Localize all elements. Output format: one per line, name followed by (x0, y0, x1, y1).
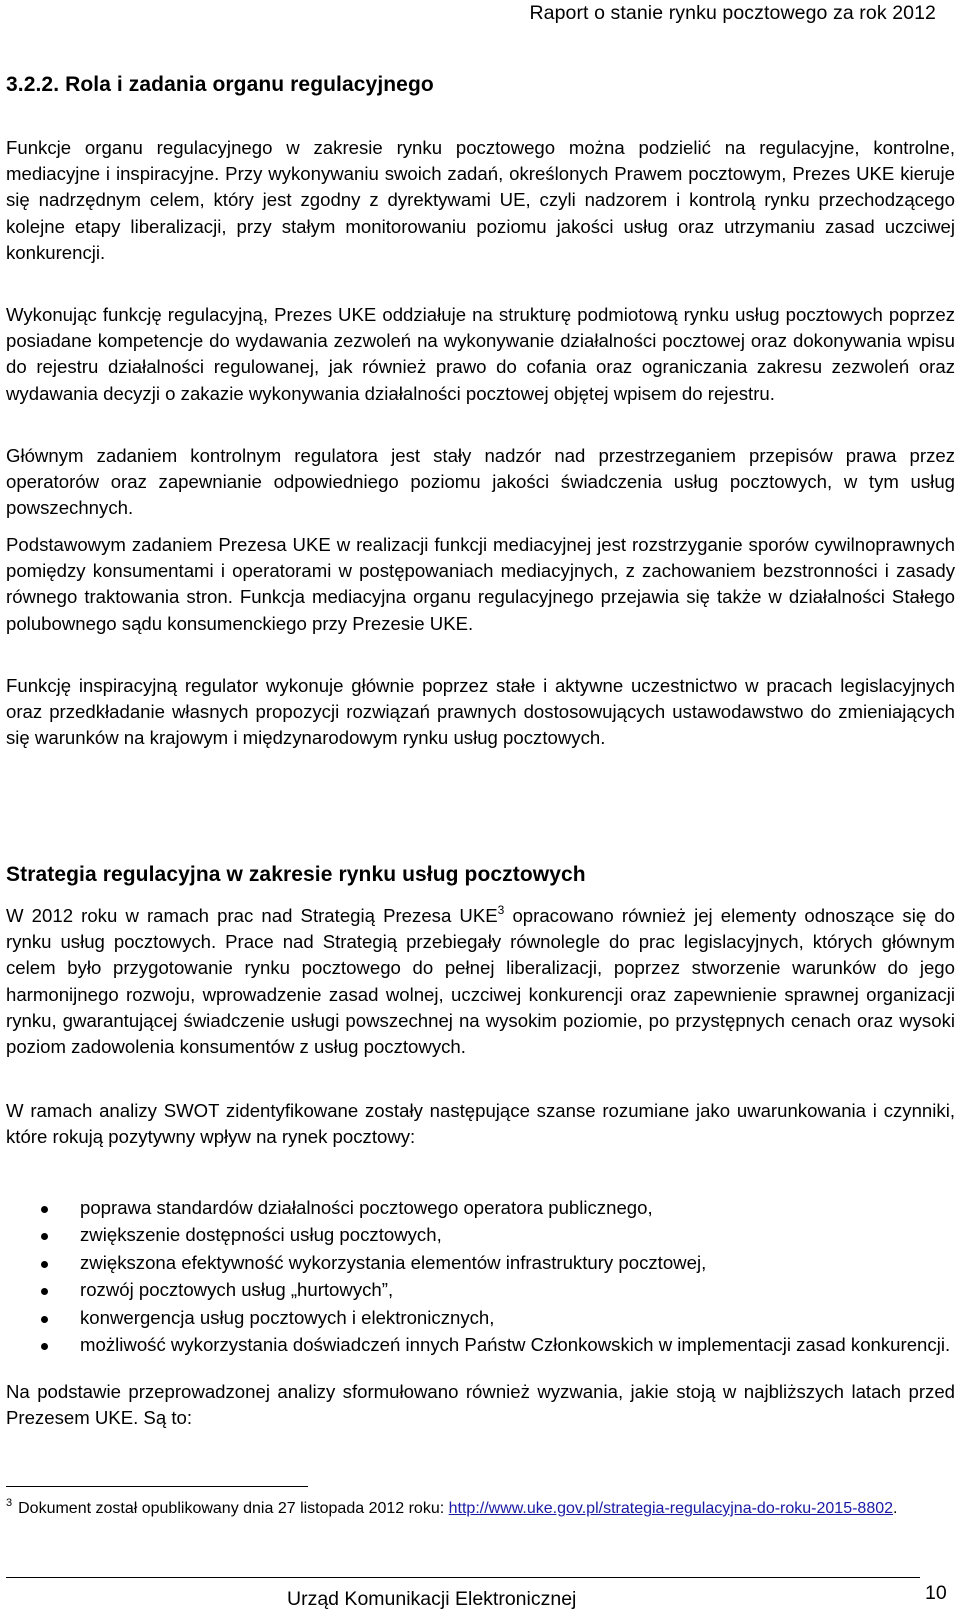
strategy-heading: Strategia regulacyjna w zakresie rynku usług pocztowych (6, 863, 586, 886)
paragraph-functions: Funkcje organu regulacyjnego w zakresie rynku pocztowego można podzielić na regulacyjne, kontrolne, mediacyjne i inspiracyjne. Przy wykonywaniu swoich zadań, określonych Prawem pocztowym, Prezes UKE kieruje się nadrzędnym celem, który jest zgodny z dyrektywami UE, czyli nadzorem i kontrolą rynku przechodzącego kolejne etapy liberalizacji, przy stałym monitorowaniu poziomu jakości usług oraz utrzymaniu zasad uczciwej konkurencji. (6, 137, 955, 263)
paragraph-swot-intro: W ramach analizy SWOT zidentyfikowane zostały następujące szanse rozumiane jako uwarunkowania i czynniki, które rokują pozytywny wpływ na rynek pocztowy: (6, 1100, 955, 1148)
paragraph-strategy-intro (6, 903, 955, 1060)
list-item (0, 1304, 955, 1331)
footnote-text: Dokument został opublikowany dnia 27 listopada 2012 roku: (18, 1500, 449, 1517)
opportunities-list (0, 1194, 955, 1358)
list-item (0, 1221, 955, 1248)
list-item (0, 1331, 955, 1358)
paragraph-challenges-intro: Na podstawie przeprowadzonej analizy sformułowano również wyzwania, jakie stoją w najbliższych latach przed Prezesem UKE. Są to: (6, 1381, 955, 1429)
footnote-separator (6, 1486, 308, 1487)
strategy-intro-rest: opracowano również jej elementy odnoszące się do rynku usług pocztowych. Prace nad Strategią przebiegały równolegle do prac legislacyjnych, których głównym celem było przygotowanie rynku pocztowego do pełnej liberalizacji, poprzez stworzenie warunków do jego harmonijnego rozwoju, wprowadzenie zasad wolnej, uczciwej konkurencji oraz zapewnienie sprawnej organizacji rynku, gwarantującej świadczenie usługi powszechnej na wysokim poziomie, po przystępnych cenach oraz wysoki poziom zadowolenia konsumentów z usług pocztowych. (6, 905, 955, 1058)
list-item-text: zwiększona efektywność wykorzystania elementów infrastruktury pocztowej, (80, 1251, 707, 1273)
footnote-link[interactable]: http://www.uke.gov.pl/strategia-regulacyjna-do-roku-2015-8802 (448, 1500, 894, 1517)
list-item (0, 1194, 955, 1221)
page-number: 10 (925, 1582, 947, 1604)
list-item (0, 1276, 955, 1303)
footer-separator (6, 1577, 920, 1578)
footnote (6, 1497, 955, 1520)
footnote-reference[interactable]: 3 (497, 903, 505, 917)
footer-organization: Urząd Komunikacji Elektronicznej (287, 1588, 577, 1610)
section-heading: 3.2.2. Rola i zadania organu regulacyjnego (6, 73, 434, 96)
list-item-text: konwergencja usług pocztowych i elektronicznych, (80, 1306, 495, 1328)
paragraph-mediation-function: Podstawowym zadaniem Prezesa UKE w realizacji funkcji mediacyjnej jest rozstrzyganie sporów cywilnoprawnych pomiędzy konsumentami i operatorami w postępowaniach mediacyjnych, z zachowaniem bezstronności i zasady równego traktowania stron. Funkcja mediacyjna organu regulacyjnego przejawia się także w działalności Stałego polubownego sądu konsumenckiego przy Prezesie UKE. (6, 534, 955, 634)
list-item-text: poprawa standardów działalności pocztowego operatora publicznego, (80, 1197, 653, 1218)
list-item (0, 1249, 955, 1276)
bullet-icon (41, 1288, 48, 1295)
running-header: Raport o stanie rynku pocztowego za rok 2012 (529, 2, 936, 24)
footnote-suffix: . (893, 1500, 898, 1517)
paragraph-inspiration-function: Funkcję inspiracyjną regulator wykonuje głównie poprzez stałe i aktywne uczestnictwo w pracach legislacyjnych oraz przedkładanie własnych propozycji rozwiązań prawnych dostosowujących ustawodawstwo do zmieniających się warunków na krajowym i międzynarodowym rynku usług pocztowych. (6, 675, 955, 749)
paragraph-control-function: Głównym zadaniem kontrolnym regulatora jest stały nadzór nad przestrzeganiem przepisów prawa przez operatorów oraz zapewnianie odpowiedniego poziomu jakości świadczenia usług pocztowych, w tym usług powszechnych. (6, 445, 955, 519)
footnote-number: 3 (6, 1497, 13, 1509)
bullet-icon (41, 1316, 48, 1323)
bullet-icon (41, 1206, 48, 1213)
list-item-text: zwiększenie dostępności usług pocztowych, (80, 1224, 442, 1246)
strategy-intro-start: W 2012 roku w ramach prac nad Strategią Prezesa UKE (6, 905, 498, 926)
bullet-icon (41, 1261, 48, 1268)
list-item-text: rozwój pocztowych usług „hurtowych”, (80, 1279, 394, 1301)
paragraph-regulatory-function: Wykonując funkcję regulacyjną, Prezes UKE oddziałuje na strukturę podmiotową rynku usług pocztowych poprzez posiadane kompetencje do wydawania zezwoleń na wykonywanie działalności pocztowej oraz dokonywania wpisu do rejestru działalności regulowanej, jak również prawo do cofania oraz ograniczania zakresu zezwoleń oraz wydawania decyzji o zakazie wykonywania działalności pocztowej objętej wpisem do rejestru. (6, 304, 955, 404)
bullet-icon (41, 1233, 48, 1240)
bullet-icon (41, 1343, 48, 1350)
list-item-text: możliwość wykorzystania doświadczeń innych Państw Członkowskich w implementacji zasad konkurencji. (80, 1334, 951, 1356)
